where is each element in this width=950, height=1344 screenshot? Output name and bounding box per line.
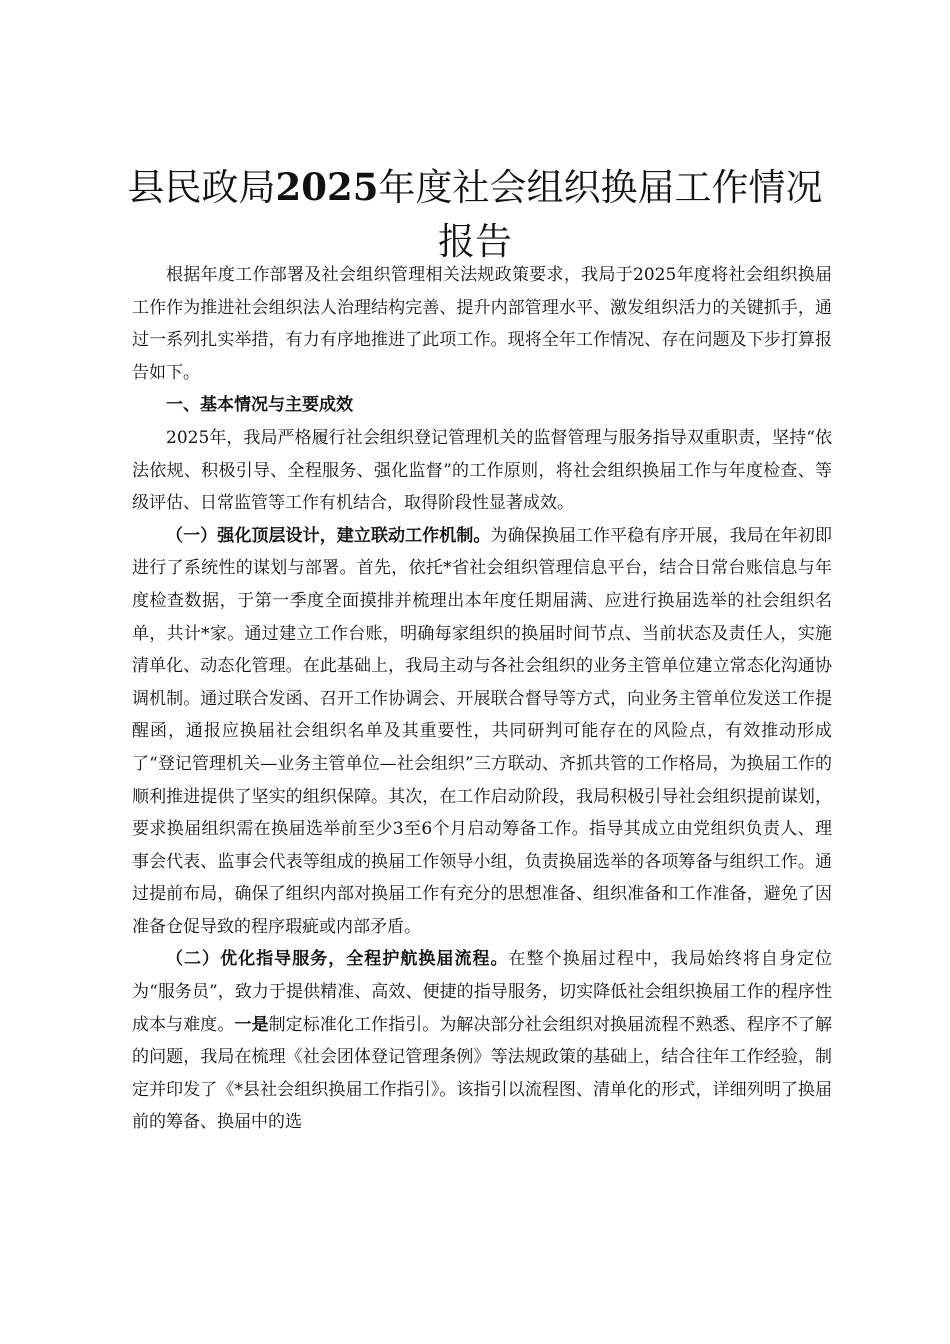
subsection-2-body-b: 制定标准化工作指引。为解决部分社会组织对换届流程不熟悉、程序不了解的问题，我局在梳理《社会团体登记管理条例》等法规政策的基础上，结合往年工作经验，制定并印发了《*县社会组织换届工作指引》。该指引以流程图、清单化的形式，详细列明了换届前的筹备、换届中的选 xyxy=(132,1014,833,1133)
section-1-paragraph: 2025年，我局严格履行社会组织登记管理机关的监督管理与服务指导双重职责，坚持“依法依规、积极引导、全程服务、强化监督”的工作原则，将社会组织换届工作与年度检查、等级评估、日常监管等工作有机结合，取得阶段性显著成效。 xyxy=(132,427,832,514)
subsection-2-emphasis: 一是 xyxy=(234,1014,269,1035)
title-year: 2025 xyxy=(275,165,379,209)
intro-paragraph: 根据年度工作部署及社会组织管理相关法规政策要求，我局于2025年度将社会组织换届工作作为推进社会组织法人治理结构完善、提升内部管理水平、激发组织活力的关键抓手，通过一系列扎实举措，有力有序地推进了此项工作。现将全年工作情况、存在问题及下步打算报告如下。 xyxy=(132,265,832,383)
subsection-2-lead: （二）优化指导服务，全程护航换届流程。 xyxy=(166,949,509,970)
subsection-2-paragraph xyxy=(132,943,832,1139)
subsection-2-body-a: 在整个换届过程中，我局始终将自身定位为“服务员”，致力于提供精准、高效、便捷的指导服务，切实降低社会组织换届工作的程序性成本与难度。 xyxy=(132,949,833,1035)
subsection-1-paragraph xyxy=(132,520,832,944)
document-title xyxy=(120,160,830,269)
subsection-1-body: 为确保换届工作平稳有序开展，我局在年初即进行了系统性的谋划与部署。首先，依托*省社会组织管理信息平台，结合日常台账信息与年度检查数据，于第一季度全面摸排并梳理出本年度任期届满、应进行换届选举的社会组织名单，共计*家。通过建立工作台账，明确每家组织的换届时间节点、当前状态及责任人，实施清单化、动态化管理。在此基础上，我局主动与各社会组织的业务主管单位建立常态化沟通协调机制。通过联合发函、召开工作协调会、开展联合督导等方式，向业务主管单位发送工作提醒函，通报应换届社会组织名单及其重要性，共同研判可能存在的风险点，有效推动形成了“登记管理机关—业务主管单位—社会组织”三方联动、齐抓共管的工作格局，为换届工作的顺利推进提供了坚实的组织保障。其次，在工作启动阶段，我局积极引导社会组织提前谋划，要求换届组织需在换届选举前至少3至6个月启动筹备工作。指导其成立由党组织负责人、理事会代表、监事会代表等组成的换届工作领导小组，负责换届选举的各项筹备与组织工作。通过提前布局，确保了组织内部对换届工作有充分的思想准备、组织准备和工作准备，避免了因准备仓促导致的程序瑕疵或内部矛盾。 xyxy=(132,525,832,937)
document-body xyxy=(132,259,832,1139)
title-prefix: 县民政局 xyxy=(127,166,276,209)
title-suffix: 年度社会组织换届工作情况报告 xyxy=(378,166,823,263)
section-heading-1: 一、基本情况与主要成效 xyxy=(166,395,353,416)
subsection-1-lead: （一）强化顶层设计，建立联动工作机制。 xyxy=(166,525,491,546)
